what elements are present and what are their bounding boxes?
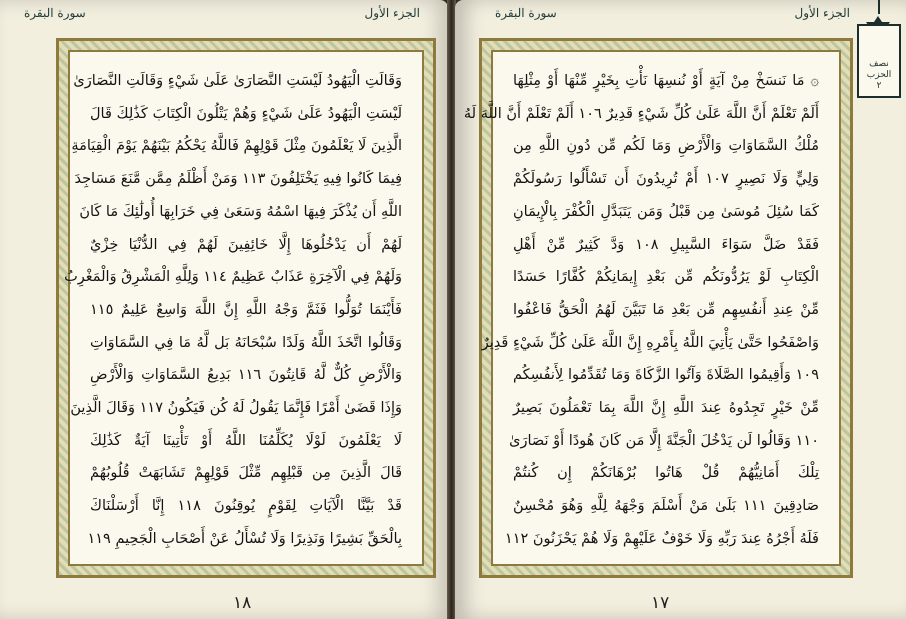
hizb-hanger	[878, 0, 880, 14]
right-header-surah: سورة البقرة	[495, 6, 557, 20]
hizb-number: ٢	[876, 81, 882, 91]
left-verse-line: وَإِذَا قَضَىٰ أَمْرًا فَإِنَّمَا يَقُولُ لَهُ كُن فَيَكُونُ ١١٧ وَقَالَ الَّذِينَ	[70, 400, 402, 417]
right-verse-line: فَقَدْ ضَلَّ سَوَاءَ السَّبِيلِ ١٠٨ وَدَّ كَثِيرٌ مِّنْ أَهْلِ	[513, 236, 819, 253]
left-verse-line: اللَّهِ أَن يُذْكَرَ فِيهَا اسْمُهُ وَسَعَىٰ فِي خَرَابِهَا أُولَٰئِكَ مَا كَانَ	[79, 203, 402, 220]
left-verse-line: لَا يَعْلَمُونَ لَوْلَا يُكَلِّمُنَا اللَّهُ أَوْ تَأْتِينَا آيَةٌ كَذَٰلِكَ	[90, 432, 402, 449]
right-verse-line: وَلِيٍّ وَلَا نَصِيرٍ ١٠٧ أَمْ تُرِيدُونَ أَن تَسْأَلُوا رَسُولَكُمْ	[513, 171, 819, 188]
left-page	[0, 0, 448, 619]
left-verse-line: لَهُمْ أَن يَدْخُلُوهَا إِلَّا خَائِفِينَ لَهُمْ فِي الدُّنْيَا خِزْيٌ	[90, 236, 402, 253]
right-verse-line: أَلَمْ تَعْلَمْ أَنَّ اللَّهَ عَلَىٰ كُلِّ شَيْءٍ قَدِيرٌ ١٠٦ أَلَمْ تَعْلَمْ أَنَّ اللَّهَ لَهُ	[463, 105, 819, 122]
left-verse-line: وَلَهُمْ فِي الْآخِرَةِ عَذَابٌ عَظِيمٌ ١١٤ وَلِلَّهِ الْمَشْرِقُ وَالْمَغْرِبُ	[64, 269, 402, 286]
left-header-juz: الجزء الأول	[364, 6, 420, 20]
right-page-number: ١٧	[651, 593, 670, 613]
right-verse-line: الْكِتَابِ لَوْ يَرُدُّونَكُم مِّن بَعْدِ إِيمَانِكُمْ كُفَّارًا حَسَدًا	[513, 269, 819, 286]
left-verse-line: قَالَ الَّذِينَ مِن قَبْلِهِم مِّثْلَ قَوْلِهِمْ تَشَابَهَتْ قُلُوبُهُمْ	[90, 465, 402, 482]
right-page	[455, 0, 906, 619]
left-verse-line: قَدْ بَيَّنَّا الْآيَاتِ لِقَوْمٍ يُوقِنُونَ ١١٨ إِنَّا أَرْسَلْنَاكَ	[90, 498, 402, 515]
hizb-label: نصف الحزب	[866, 59, 892, 80]
right-verse-line: كَمَا سُئِلَ مُوسَىٰ مِن قَبْلُ وَمَن يَتَبَدَّلِ الْكُفْرَ بِالْإِيمَانِ	[513, 203, 819, 220]
right-text-frame	[463, 38, 853, 578]
right-header-juz: الجزء الأول	[794, 6, 850, 20]
left-text-frame	[56, 38, 436, 578]
right-verse-line: مِّنْ عِندِ أَنفُسِهِم مِّن بَعْدِ مَا تَبَيَّنَ لَهُمُ الْحَقُّ فَاعْفُوا	[513, 301, 819, 318]
right-verse-line: فَلَهُ أَجْرُهُ عِندَ رَبِّهِ وَلَا خَوْفٌ عَلَيْهِمْ وَلَا هُمْ يَحْزَنُونَ ١١٢	[504, 530, 819, 547]
hizb-marker	[857, 24, 901, 98]
right-verse-line: ١١٠ وَقَالُوا لَن يَدْخُلَ الْجَنَّةَ إِلَّا مَن كَانَ هُودًا أَوْ نَصَارَىٰ	[509, 432, 819, 449]
right-verse-line: تِلْكَ أَمَانِيُّهُمْ قُلْ هَاتُوا بُرْهَانَكُمْ إِن كُنتُمْ	[513, 465, 819, 482]
right-verse-line: وَاصْفَحُوا حَتَّىٰ يَأْتِيَ اللَّهُ بِأَمْرِهِ إِنَّ اللَّهَ عَلَىٰ كُلِّ شَيْءٍ قَدِيرٌ	[481, 334, 819, 351]
left-header-surah: سورة البقرة	[24, 6, 86, 20]
left-page-number: ١٨	[233, 593, 252, 613]
left-verse-line: لَيْسَتِ الْيَهُودُ عَلَىٰ شَيْءٍ وَهُمْ يَتْلُونَ الْكِتَابَ كَذَٰلِكَ قَالَ	[90, 105, 402, 122]
left-verse-line: الَّذِينَ لَا يَعْلَمُونَ مِثْلَ قَوْلِهِمْ فَاللَّهُ يَحْكُمُ بَيْنَهُمْ يَوْمَ الْقِيَامَةِ	[71, 138, 402, 155]
right-verse-line: صَادِقِينَ ١١١ بَلَىٰ مَنْ أَسْلَمَ وَجْهَهُ لِلَّهِ وَهُوَ مُحْسِنٌ	[513, 498, 819, 515]
right-verse-line: مُلْكُ السَّمَاوَاتِ وَالْأَرْضِ وَمَا لَكُم مِّن دُونِ اللَّهِ مِن	[513, 138, 819, 155]
right-text-block	[463, 50, 841, 566]
left-verse-line: وَقَالَتِ الْيَهُودُ لَيْسَتِ النَّصَارَىٰ عَلَىٰ شَيْءٍ وَقَالَتِ النَّصَارَىٰ	[73, 73, 402, 89]
left-verse-line: فَأَيْنَمَا تُوَلُّوا فَثَمَّ وَجْهُ اللَّهِ إِنَّ اللَّهَ وَاسِعٌ عَلِيمٌ ١١٥	[90, 301, 402, 318]
right-verse-line: ١٠٩ وَأَقِيمُوا الصَّلَاةَ وَآتُوا الزَّكَاةَ وَمَا تُقَدِّمُوا لِأَنفُسِكُم	[513, 367, 819, 384]
right-verse-line: مِّنْ خَيْرٍ تَجِدُوهُ عِندَ اللَّهِ إِنَّ اللَّهَ بِمَا تَعْمَلُونَ بَصِيرٌ	[513, 400, 819, 417]
left-verse-line: بِالْحَقِّ بَشِيرًا وَنَذِيرًا وَلَا تُسْأَلُ عَنْ أَصْحَابِ الْجَحِيمِ ١١٩	[87, 530, 402, 547]
left-text-block	[64, 50, 424, 566]
left-verse-line: وَقَالُوا اتَّخَذَ اللَّهُ وَلَدًا سُبْحَانَهُ بَل لَّهُ مَا فِي السَّمَاوَاتِ	[90, 334, 402, 351]
right-verse-line: ۞ مَا نَنسَخْ مِنْ آيَةٍ أَوْ نُنسِهَا نَأْتِ بِخَيْرٍ مِّنْهَا أَوْ مِثْلِهَا	[513, 73, 819, 89]
left-verse-line: فِيمَا كَانُوا فِيهِ يَخْتَلِفُونَ ١١٣ وَمَنْ أَظْلَمُ مِمَّن مَّنَعَ مَسَاجِدَ	[74, 171, 402, 188]
left-verse-line: وَالْأَرْضِ كُلٌّ لَّهُ قَانِتُونَ ١١٦ بَدِيعُ السَّمَاوَاتِ وَالْأَرْضِ	[90, 367, 402, 384]
